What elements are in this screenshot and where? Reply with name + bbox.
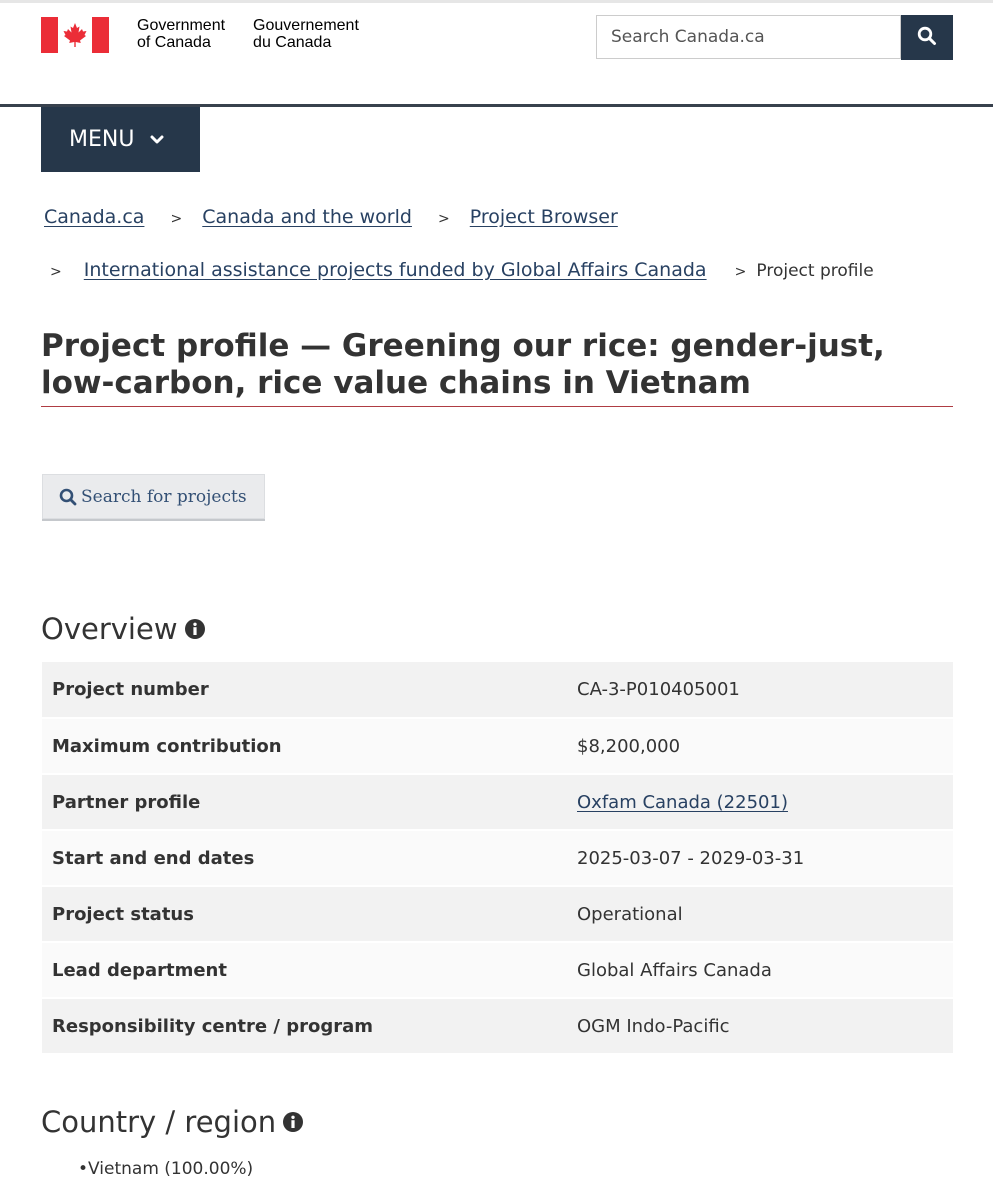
breadcrumb-separator: > <box>437 211 450 227</box>
breadcrumb-link-international-assistance[interactable]: International assistance projects funded by Global Affairs Canada <box>83 259 707 281</box>
row-value: OGM Indo-Pacific <box>577 1015 730 1037</box>
breadcrumb-row-1 <box>44 206 618 228</box>
signature-en-line1: Government <box>137 17 226 34</box>
breadcrumb-separator: > <box>50 264 62 280</box>
search-icon <box>917 26 937 49</box>
table-row <box>42 998 953 1054</box>
row-value: Global Affairs Canada <box>577 959 772 981</box>
menu-label: MENU <box>69 127 135 152</box>
row-label: Maximum contribution <box>52 735 282 757</box>
breadcrumb-current: Project profile <box>756 261 874 281</box>
row-value: Operational <box>577 903 683 925</box>
search-input[interactable] <box>596 15 901 59</box>
info-icon[interactable] <box>184 618 206 640</box>
list-item: • Vietnam (100.00%) <box>78 1159 253 1179</box>
row-value: $8,200,000 <box>577 735 681 757</box>
table-row <box>42 662 953 718</box>
breadcrumb-separator: > <box>170 211 183 227</box>
row-label: Project number <box>52 679 209 700</box>
top-border <box>0 0 993 3</box>
row-value <box>577 774 953 830</box>
table-row <box>42 830 953 886</box>
country-list <box>78 1159 253 1179</box>
overview-heading <box>41 612 206 646</box>
breadcrumb-link-project-browser[interactable]: Project Browser <box>469 206 618 228</box>
row-label: Start and end dates <box>52 847 255 869</box>
country-region-heading-text: Country / region <box>41 1105 277 1139</box>
search-for-projects-button[interactable] <box>42 474 265 519</box>
government-signature[interactable] <box>41 15 359 53</box>
table-row <box>42 886 953 942</box>
row-label: Partner profile <box>52 791 201 813</box>
overview-heading-text: Overview <box>41 612 178 646</box>
table-row <box>42 942 953 998</box>
page-title: Project profile — Greening our rice: gender-just, low-carbon, rice value chains in Vietnam <box>41 328 885 401</box>
row-value: CA-3-P010405001 <box>577 679 740 700</box>
signature-en <box>137 17 225 51</box>
chevron-down-icon <box>150 135 164 145</box>
breadcrumb-separator: > <box>734 264 747 280</box>
breadcrumb-link-canada[interactable]: Canada.ca <box>44 206 145 228</box>
signature-fr-line2: du Canada <box>253 34 332 51</box>
row-label: Lead department <box>52 959 227 981</box>
breadcrumb-link-canada-and-the-world[interactable]: Canada and the world <box>202 206 412 228</box>
search-button[interactable] <box>901 15 953 60</box>
row-value: 2025-03-07 - 2029-03-31 <box>577 847 805 869</box>
breadcrumb-row-2 <box>50 259 874 281</box>
table-row <box>42 774 953 830</box>
signature-fr <box>253 17 359 51</box>
overview-table <box>42 662 953 1055</box>
title-underline <box>41 406 953 407</box>
signature-en-line2: of Canada <box>137 34 211 51</box>
partner-profile-link[interactable]: Oxfam Canada (22501) <box>577 791 788 813</box>
info-icon[interactable] <box>282 1111 304 1133</box>
country-region-heading <box>41 1105 304 1139</box>
row-label: Responsibility centre / program <box>52 1015 374 1037</box>
menu-button[interactable] <box>41 107 200 172</box>
search-for-projects-label: Search for projects <box>81 486 247 507</box>
table-row <box>42 718 953 774</box>
signature-fr-line1: Gouvernement <box>253 17 359 34</box>
canada-flag-icon <box>41 17 109 53</box>
search-icon <box>59 488 77 506</box>
row-label: Project status <box>52 903 194 925</box>
